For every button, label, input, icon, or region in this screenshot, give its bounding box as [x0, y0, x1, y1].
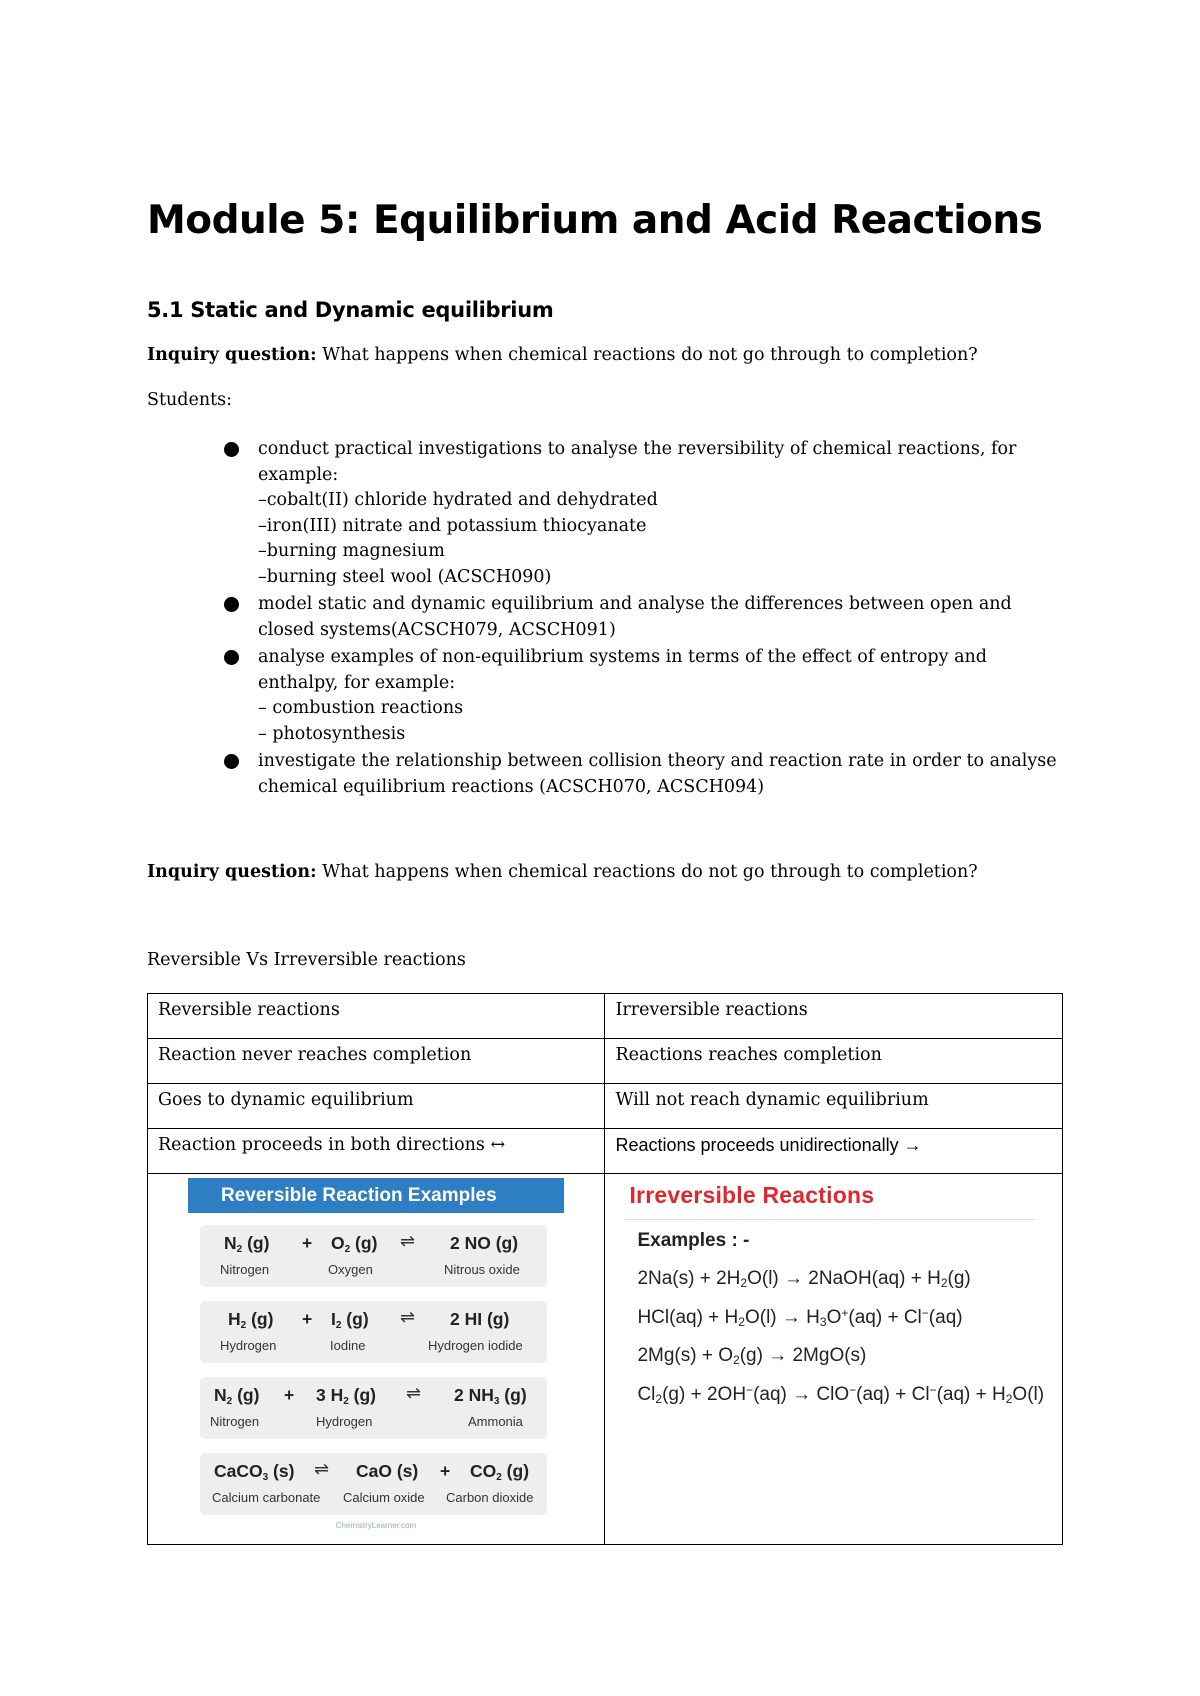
list-subitem: –burning magnesium — [258, 541, 445, 561]
outcomes-list — [222, 437, 1062, 802]
table-cell: Reactions reaches completion — [605, 1039, 1063, 1084]
product-name: Calcium oxide — [343, 1490, 425, 1505]
inquiry-label: Inquiry question: — [147, 862, 317, 882]
product-name: Hydrogen iodide — [428, 1338, 523, 1353]
reactant: CaCO$_3$ (s) — [214, 1461, 295, 1483]
reaction-equation: $HCl(aq) + H_2O(l) \to H_3O^+(aq) + Cl^-(aq)$ — [637, 1306, 963, 1329]
table-cell: Irreversible reactions — [605, 994, 1063, 1039]
plus-sign: + — [302, 1233, 313, 1253]
table-row — [148, 994, 1063, 1039]
equation-card — [200, 1453, 547, 1515]
plus-sign: + — [440, 1461, 451, 1481]
table-row-figures — [148, 1174, 1063, 1545]
reactant-1: $N_2$ (g) — [224, 1233, 270, 1255]
section-heading: 5.1 Static and Dynamic equilibrium — [147, 298, 554, 322]
inquiry-text: What happens when chemical reactions do not go through to completion? — [322, 862, 978, 882]
table-cell: Reaction never reaches completion — [148, 1039, 605, 1084]
reactant-name: Nitrogen — [210, 1414, 260, 1429]
students-label: Students: — [147, 390, 233, 410]
equation-card — [200, 1225, 547, 1287]
list-item — [222, 592, 1062, 643]
reactant-name: Calcium carbonate — [212, 1490, 321, 1505]
list-item — [222, 645, 1062, 747]
bullet-icon — [224, 597, 239, 612]
equation-card — [200, 1377, 547, 1439]
equilibrium-arrow-icon: ⇌ — [314, 1459, 330, 1479]
list-item — [222, 749, 1062, 800]
table-cell: Will not reach dynamic equilibrium — [605, 1084, 1063, 1129]
list-item-text: conduct practical investigations to analyse the reversibility of chemical reactions, for example: — [258, 439, 1017, 485]
table-row — [148, 1084, 1063, 1129]
list-item-text: analyse examples of non-equilibrium systems in terms of the effect of entropy and enthalpy, for example: — [258, 647, 987, 693]
reaction-equation: $2Mg(s) + O_2(g) \to 2MgO(s)$ — [637, 1345, 867, 1367]
table-cell: Reversible reactions — [148, 994, 605, 1039]
reactant-1: $H_2$ (g) — [228, 1309, 274, 1331]
inquiry-text: What happens when chemical reactions do not go through to completion? — [322, 345, 978, 365]
plus-sign: + — [284, 1385, 295, 1405]
list-item-text: model static and dynamic equilibrium and analyse the differences between open and closed systems(ACSCH079, ACSCH091) — [258, 594, 1012, 640]
comparison-table — [147, 993, 1063, 1545]
irreversible-examples-figure — [625, 1178, 1045, 1406]
reactant-2: $O_2$ (g) — [331, 1233, 378, 1255]
reactant-1: $N_2$ (g) — [214, 1385, 260, 1407]
product-name: Carbon dioxide — [446, 1490, 534, 1505]
list-subitem: –cobalt(II) chloride hydrated and dehydrated — [258, 490, 658, 510]
equilibrium-arrow-icon: ⇌ — [400, 1307, 416, 1327]
reversible-examples-figure — [188, 1178, 564, 1530]
table-row — [148, 1039, 1063, 1084]
list-subitem: – combustion reactions — [258, 698, 464, 718]
reactant-name: Hydrogen — [220, 1338, 277, 1353]
reactant-name: Iodine — [330, 1338, 366, 1353]
table-cell: Reactions proceeds unidirectionally → — [605, 1129, 1063, 1174]
table-cell: Goes to dynamic equilibrium — [148, 1084, 605, 1129]
equilibrium-arrow-icon: ⇌ — [406, 1383, 422, 1403]
equation-card — [200, 1301, 547, 1363]
product-name: Ammonia — [468, 1414, 523, 1429]
bullet-icon — [224, 442, 239, 457]
list-subitem: –burning steel wool (ACSCH090) — [258, 566, 552, 587]
reactant-name: Oxygen — [328, 1262, 373, 1277]
image-credit: ChemistryLearner.com — [335, 1521, 417, 1530]
reactant-name: Nitrogen — [220, 1262, 270, 1277]
product-1: CaO (s) — [356, 1461, 419, 1481]
reactant-name: Hydrogen — [316, 1414, 373, 1429]
inquiry-question — [147, 345, 978, 365]
inquiry-question-2 — [147, 862, 978, 882]
figure-banner: Reversible Reaction Examples — [188, 1178, 564, 1213]
product-2: $CO_2$ (g) — [470, 1461, 530, 1483]
reaction-equation: $2Na(s) + 2H_2O(l)$ → 2NaOH(aq) + $H_2(g)$ — [637, 1268, 971, 1290]
list-subitem: – photosynthesis — [258, 723, 406, 744]
reactant-2: 3 $H_2$ (g) — [316, 1385, 377, 1407]
bullet-icon — [224, 650, 239, 665]
list-item — [222, 437, 1062, 590]
reversible-figure-cell — [148, 1174, 605, 1545]
product-name: Nitrous oxide — [444, 1262, 520, 1277]
reactant-2: $I_2$ (g) — [331, 1309, 369, 1331]
table-caption: Reversible Vs Irreversible reactions — [147, 950, 466, 970]
product: 2 NO (g) — [450, 1233, 519, 1253]
table-cell: Reaction proceeds in both directions ↔ — [148, 1129, 605, 1174]
divider — [625, 1219, 1035, 1220]
examples-label: Examples : - — [637, 1230, 750, 1251]
bullet-icon — [224, 754, 239, 769]
page-title: Module 5: Equilibrium and Acid Reactions — [147, 198, 1043, 243]
list-item-text: investigate the relationship between collision theory and reaction rate in order to analyse chemical equilibrium reactions (ACSCH070, ACSCH094) — [258, 751, 1057, 797]
table-row — [148, 1129, 1063, 1174]
product: 2 HI (g) — [450, 1309, 510, 1329]
product: 2 $NH_3$ (g) — [454, 1385, 527, 1407]
list-subitem: –iron(III) nitrate and potassium thiocyanate — [258, 515, 647, 536]
plus-sign: + — [302, 1309, 313, 1329]
equilibrium-arrow-icon: ⇌ — [400, 1231, 416, 1251]
reaction-equation: $Cl_2(g) + 2OH^-(aq) \to ClO^-(aq) + Cl^-(aq) + H_2O(l)$ — [637, 1383, 1045, 1406]
inquiry-label: Inquiry question: — [147, 345, 317, 365]
irreversible-figure-cell — [605, 1174, 1063, 1545]
figure-heading: Irreversible Reactions — [629, 1182, 875, 1208]
